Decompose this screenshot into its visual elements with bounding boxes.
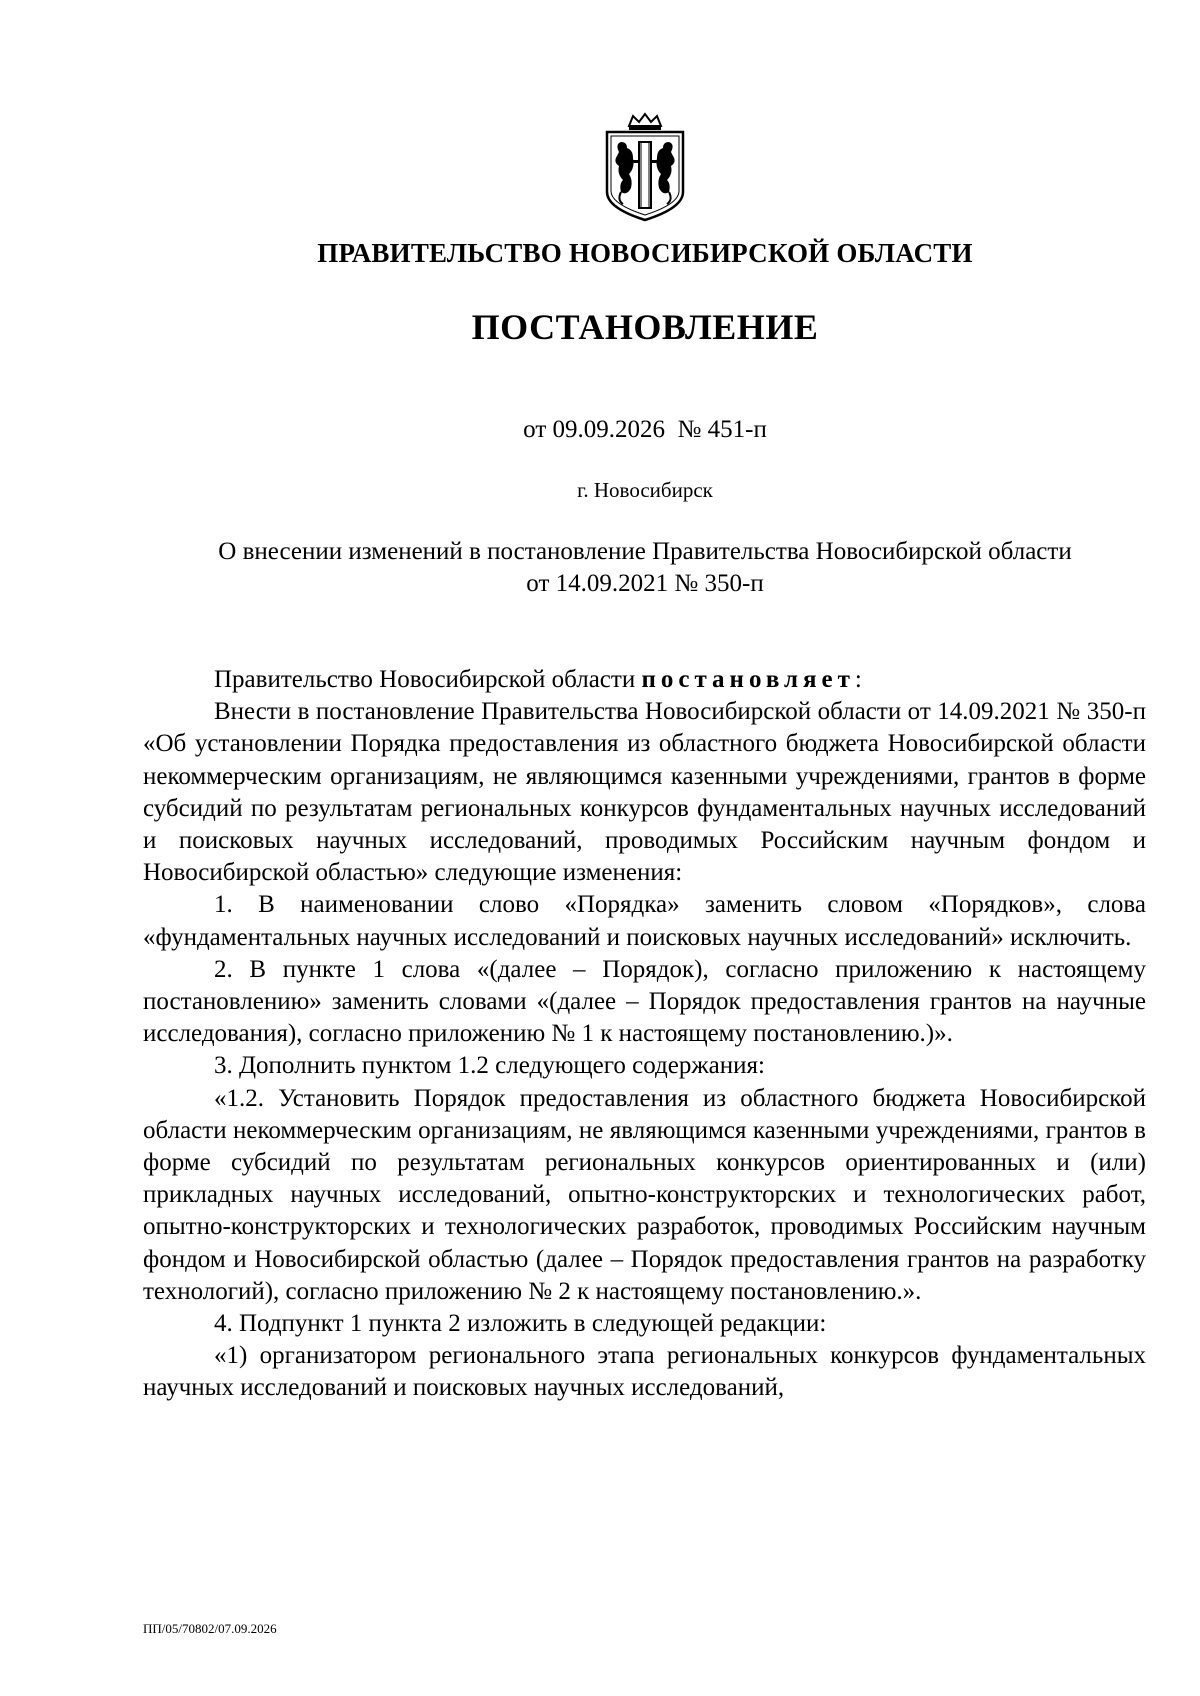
document-subject	[140, 536, 1150, 600]
decree-intro-paragraph	[143, 664, 1146, 696]
document-city: г. Новосибирск	[577, 478, 713, 502]
body-paragraph: 1. В наименовании слово «Порядка» заменить словом «Порядков», слова «фундаментальных научных исследований и поисковых научных исследований» исключить.	[143, 891, 1146, 951]
body-paragraph: «1.2. Установить Порядок предоставления из областного бюджета Новосибирской области некоммерческим организациям, не являющимся казенными учреждениями, грантов в форме субсидий по результатам региональных конкурсов ориентированных и (или) прикладных научных исследований, опытно-конструкторских и технологических работ, опытно-конструкторских и технологических разработок, проводимых Российским научным фондом и Новосибирской областью (далее – Порядок предоставления грантов на разработку технологий), согласно приложению № 2 к настоящему постановлению.».	[143, 1084, 1146, 1305]
decree-word: постановляет	[641, 666, 855, 693]
novosibirsk-coat-of-arms-icon	[599, 112, 691, 224]
body-paragraph: Внести в постановление Правительства Новосибирской области от 14.09.2021 № 350-п «Об установлении Порядка предоставления из областного бюджета Новосибирской области некоммерческим организациям, не являющимся казенными учреждениями, грантов в форме субсидий по результатам региональных конкурсов фундаментальных научных исследований и поисковых научных исследований, проводимых Российским научным фондом и Новосибирской областью» следующие изменения:	[143, 698, 1146, 887]
body-paragraph: 2. В пункте 1 слова «(далее – Порядок), согласно приложению к настоящему постановлению» заменить словами «(далее – Порядок предоставления грантов на научные исследования), согласно приложению № 1 к настоящему постановлению.)».	[143, 955, 1146, 1048]
decree-intro: Правительство Новосибирской области	[214, 666, 642, 693]
document-body	[143, 664, 1146, 1405]
subject-line-2: от 14.09.2021 № 350-п	[526, 570, 764, 597]
body-paragraph: «1) организатором регионального этапа региональных конкурсов фундаментальных научных исследований и поисковых научных исследований,	[143, 1342, 1146, 1402]
document-date-number: от 09.09.2026 № 451-п	[523, 416, 767, 443]
footer-document-code: ПП/05/70802/07.09.2026	[143, 1621, 277, 1636]
decree-colon: :	[854, 666, 862, 693]
government-name: ПРАВИТЕЛЬСТВО НОВОСИБИРСКОЙ ОБЛАСТИ	[317, 238, 973, 268]
body-paragraph: 3. Дополнить пунктом 1.2 следующего содержания:	[214, 1052, 765, 1080]
body-paragraph: 4. Подпункт 1 пункта 2 изложить в следующей редакции:	[214, 1310, 827, 1338]
document-type: ПОСТАНОВЛЕНИЕ	[471, 307, 819, 347]
subject-line-1: О внесении изменений в постановление Правительства Новосибирской области	[218, 538, 1072, 565]
